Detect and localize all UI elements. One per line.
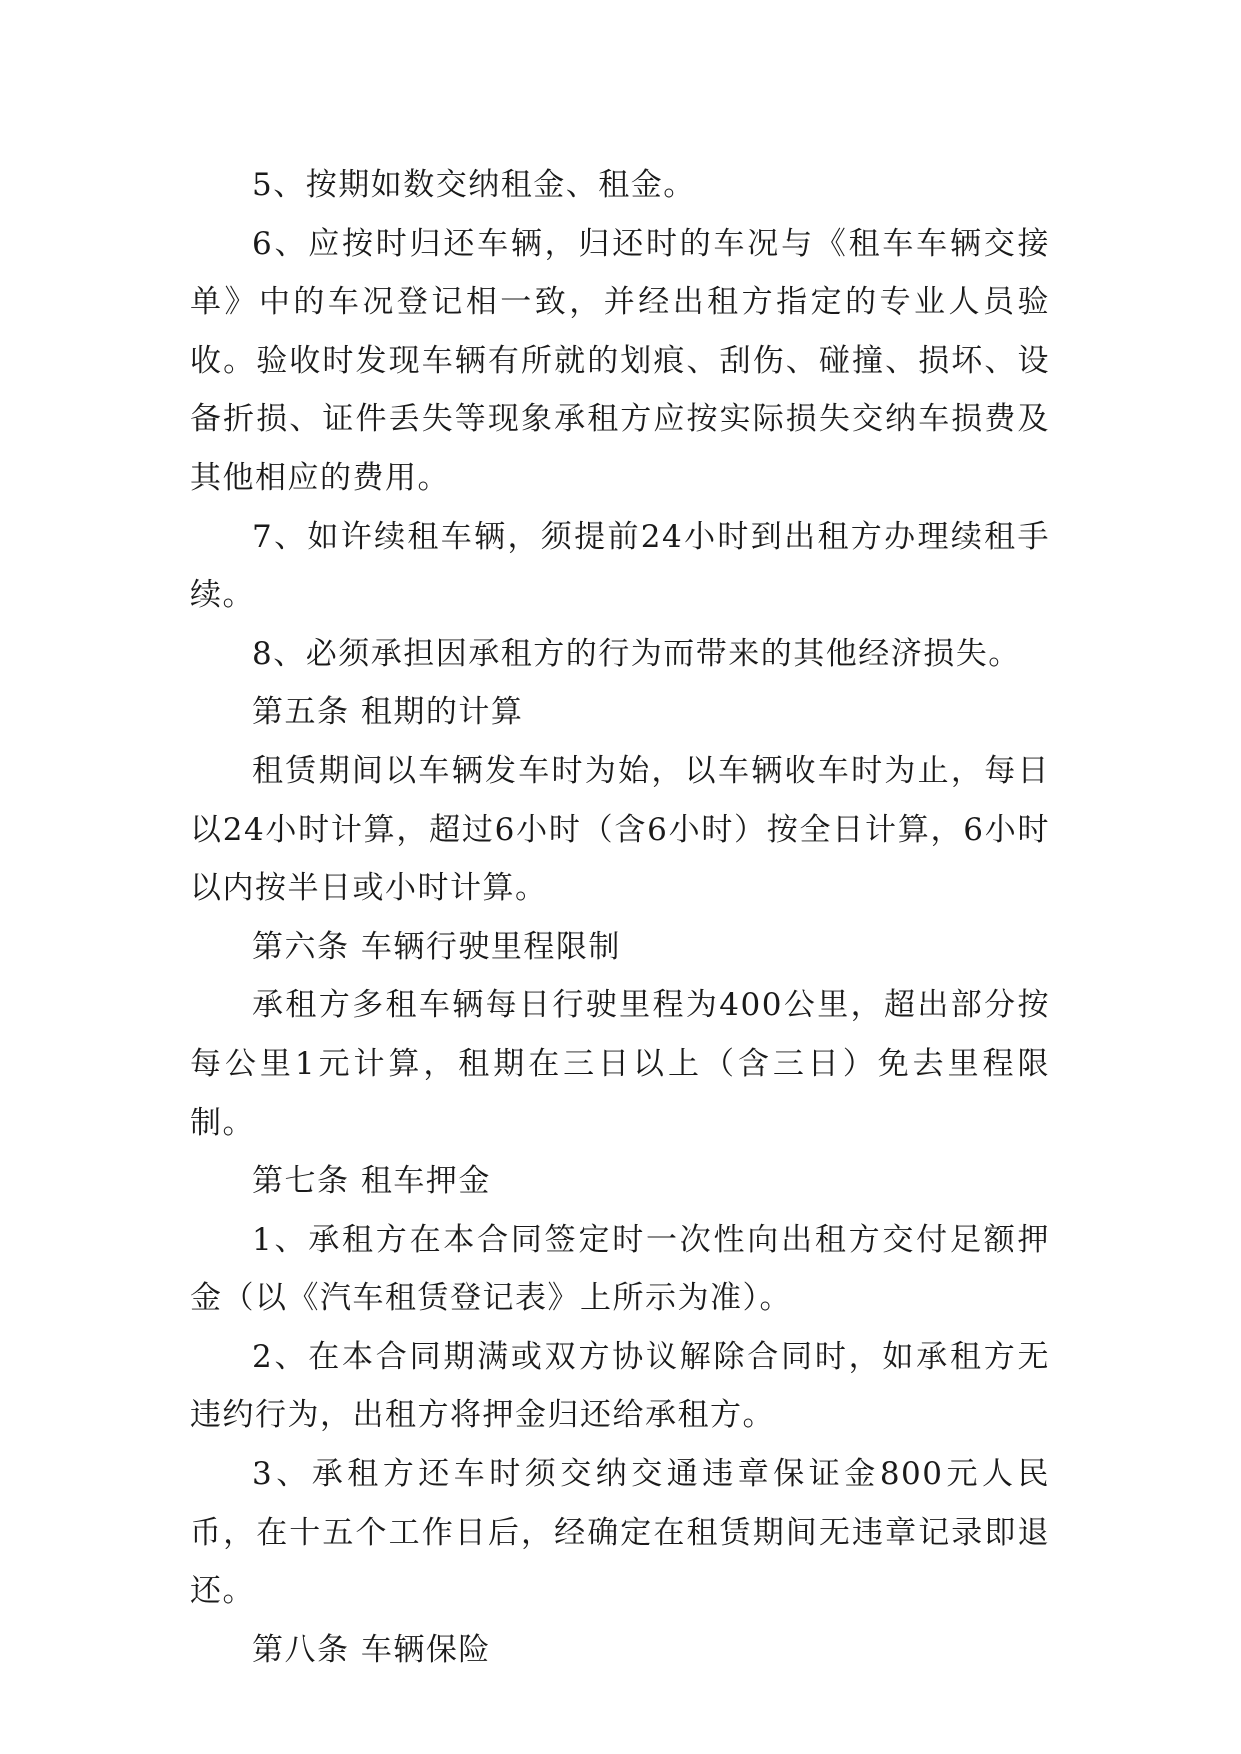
article-7-item-1: 1、承租方在本合同签定时一次性向出租方交付足额押金（以《汽车租赁登记表》上所示为准）。 — [190, 1221, 1050, 1317]
article-5-heading: 第五条 租期的计算 — [252, 694, 524, 731]
clause-item-5: 5、按期如数交纳租金、租金。 — [252, 167, 696, 203]
document-page — [190, 156, 1050, 1679]
clause-item-7: 7、如许续租车辆，须提前24小时到出租方办理续租手续。 — [190, 518, 1050, 614]
clause-item-8: 8、必须承担因承租方的行为而带来的其他经济损失。 — [252, 635, 1021, 672]
article-7-item-2: 2、在本合同期满或双方协议解除合同时，如承租方无违约行为，出租方将押金归还给承租方。 — [190, 1338, 1050, 1434]
clause-item-6: 6、应按时归还车辆，归还时的车况与《租车车辆交接单》中的车况登记相一致，并经出租方指定的专业人员验收。验收时发现车辆有所就的划痕、刮伤、碰撞、损坏、设备折损、证件丢失等现象承租方应按实际损失交纳车损费及其他相应的费用。 — [190, 225, 1050, 496]
article-7-item-3: 3、承租方还车时须交纳交通违章保证金800元人民币，在十五个工作日后，经确定在租赁期间无违章记录即退还。 — [190, 1456, 1050, 1610]
article-7-heading: 第七条 租车押金 — [252, 1163, 491, 1200]
article-6-body: 承租方多租车辆每日行驶里程为400公里，超出部分按每公里1元计算，租期在三日以上（含三日）免去里程限制。 — [190, 987, 1050, 1141]
article-8-heading: 第八条 车辆保险 — [252, 1631, 491, 1668]
article-6-heading: 第六条 车辆行驶里程限制 — [252, 928, 621, 965]
article-5-body: 租赁期间以车辆发车时为始，以车辆收车时为止，每日以24小时计算，超过6小时（含6小时）按全日计算，6小时以内按半日或小时计算。 — [190, 752, 1050, 907]
